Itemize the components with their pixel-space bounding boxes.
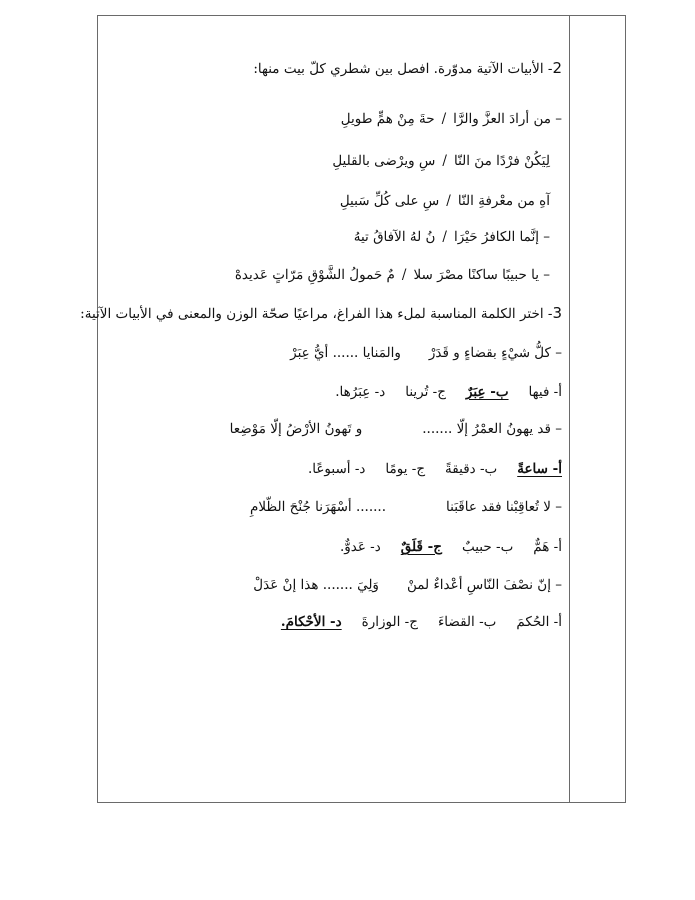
worksheet-content (80, 15, 568, 801)
q3-options (107, 459, 562, 479)
verse-first-half: – كلُّ شيْءٍ بقضاءٍ و قَدَرْ (428, 345, 562, 361)
verse-second-half: ....... أسْهَرَنا جُنْحَ الظّلامِ (250, 499, 387, 515)
q2-verse (107, 265, 550, 285)
option-d: د- عِبَرُها. (335, 384, 386, 400)
option-b-correct: ب- عِبَرٌ (465, 384, 509, 400)
verse-first-half: – من أرادَ العزَّ والرَّا (453, 111, 562, 127)
q2-verse (107, 227, 550, 247)
q3-verse (107, 343, 562, 363)
q3-title: - اختر الكلمة المناسبة لملء هذا الفراغ، مراعيًا صحّة الوزن والمعنى في الأبيات الآتية: (80, 306, 553, 322)
verse-separator: / (442, 229, 447, 245)
option-a: أ- الحُكمَ (516, 614, 562, 630)
verse-first-half: – لا تُعاقِبْنا فقد عاقَبَنا (446, 499, 562, 515)
q3-verse (107, 419, 562, 439)
verse-second-half: سِ على كُلِّ سَبيلِ (339, 193, 440, 209)
option-a: أ- فيها (528, 384, 562, 400)
q2-heading (107, 58, 562, 79)
verse-separator: / (441, 111, 447, 127)
option-d-correct: د- الأحْكامَ. (280, 614, 342, 630)
q3-options (107, 612, 562, 632)
option-a-correct: أ- ساعةً (517, 461, 562, 477)
option-c: ج- الوزارةَ (361, 614, 418, 630)
option-b: ب- القضاءَ (437, 614, 497, 630)
verse-separator: / (442, 153, 447, 169)
verse-first-half: – إنَّما الكافرُ حَيْرَا (453, 229, 550, 245)
verse-second-half: سِ ويرْضى بالقليلِ (332, 153, 436, 169)
q3-verse (107, 497, 562, 517)
q3-verse (107, 575, 562, 595)
q2-verse (107, 191, 550, 211)
verse-first-half: آهِ من معْرفةِ النّا (457, 193, 550, 209)
q3-heading (80, 303, 562, 324)
verse-second-half: وَلِيَ ....... هذا إنْ عَدَلْ (253, 577, 379, 593)
option-b: ب- حبيبٌ (461, 539, 514, 555)
verse-second-half: والمَنايا ...... أيُّ عِبَرْ (290, 345, 401, 361)
margin-column (568, 15, 626, 803)
option-d: د- عَدوٌّ. (339, 539, 381, 555)
verse-second-half: و تَهونُ الأرْضُ إلّا مَوْضِعا (229, 421, 363, 437)
option-c: ج- يومًا (385, 461, 426, 477)
verse-separator: / (401, 267, 407, 283)
q2-title: - الأبيات الآتية مدوّرة. افصل بين شطري كلّ بيت منها: (253, 61, 553, 77)
q2-verse (107, 151, 550, 171)
verse-second-half: نُ لهُ الآفاقُ تيهُ (353, 229, 436, 245)
q3-options (107, 382, 562, 402)
verse-first-half: – قد يهونُ العمْرُ إلّا ....... (422, 421, 562, 437)
option-c: ج- تُرينا (405, 384, 446, 400)
option-a: أ- هَمٌّ (533, 539, 562, 555)
q3-options (107, 537, 562, 557)
verse-first-half: – يا حبيبًا ساكنًا مصْرَ سلا (413, 267, 550, 283)
verse-second-half: حةَ مِنْ همٍّ طويلِ (340, 111, 435, 127)
verse-first-half: لِيَكُنْ فرْدًا منَ النّا (453, 153, 550, 169)
option-d: د- أسبوعًا. (307, 461, 366, 477)
option-b: ب- دقيقةً (445, 461, 498, 477)
q2-verse (107, 109, 562, 129)
q2-number: 2 (552, 59, 562, 77)
verse-second-half: مٌ حَمولُ الشَّوْقِ مَرّاتٍ عَديدهْ (234, 267, 395, 283)
option-c-correct: ج- قَلَقٌ (400, 539, 442, 555)
verse-first-half: – إنّ نصْفَ النّاسِ أعْداءٌ لمنْ (406, 577, 562, 593)
q3-number: 3 (552, 304, 562, 322)
verse-separator: / (446, 193, 451, 209)
